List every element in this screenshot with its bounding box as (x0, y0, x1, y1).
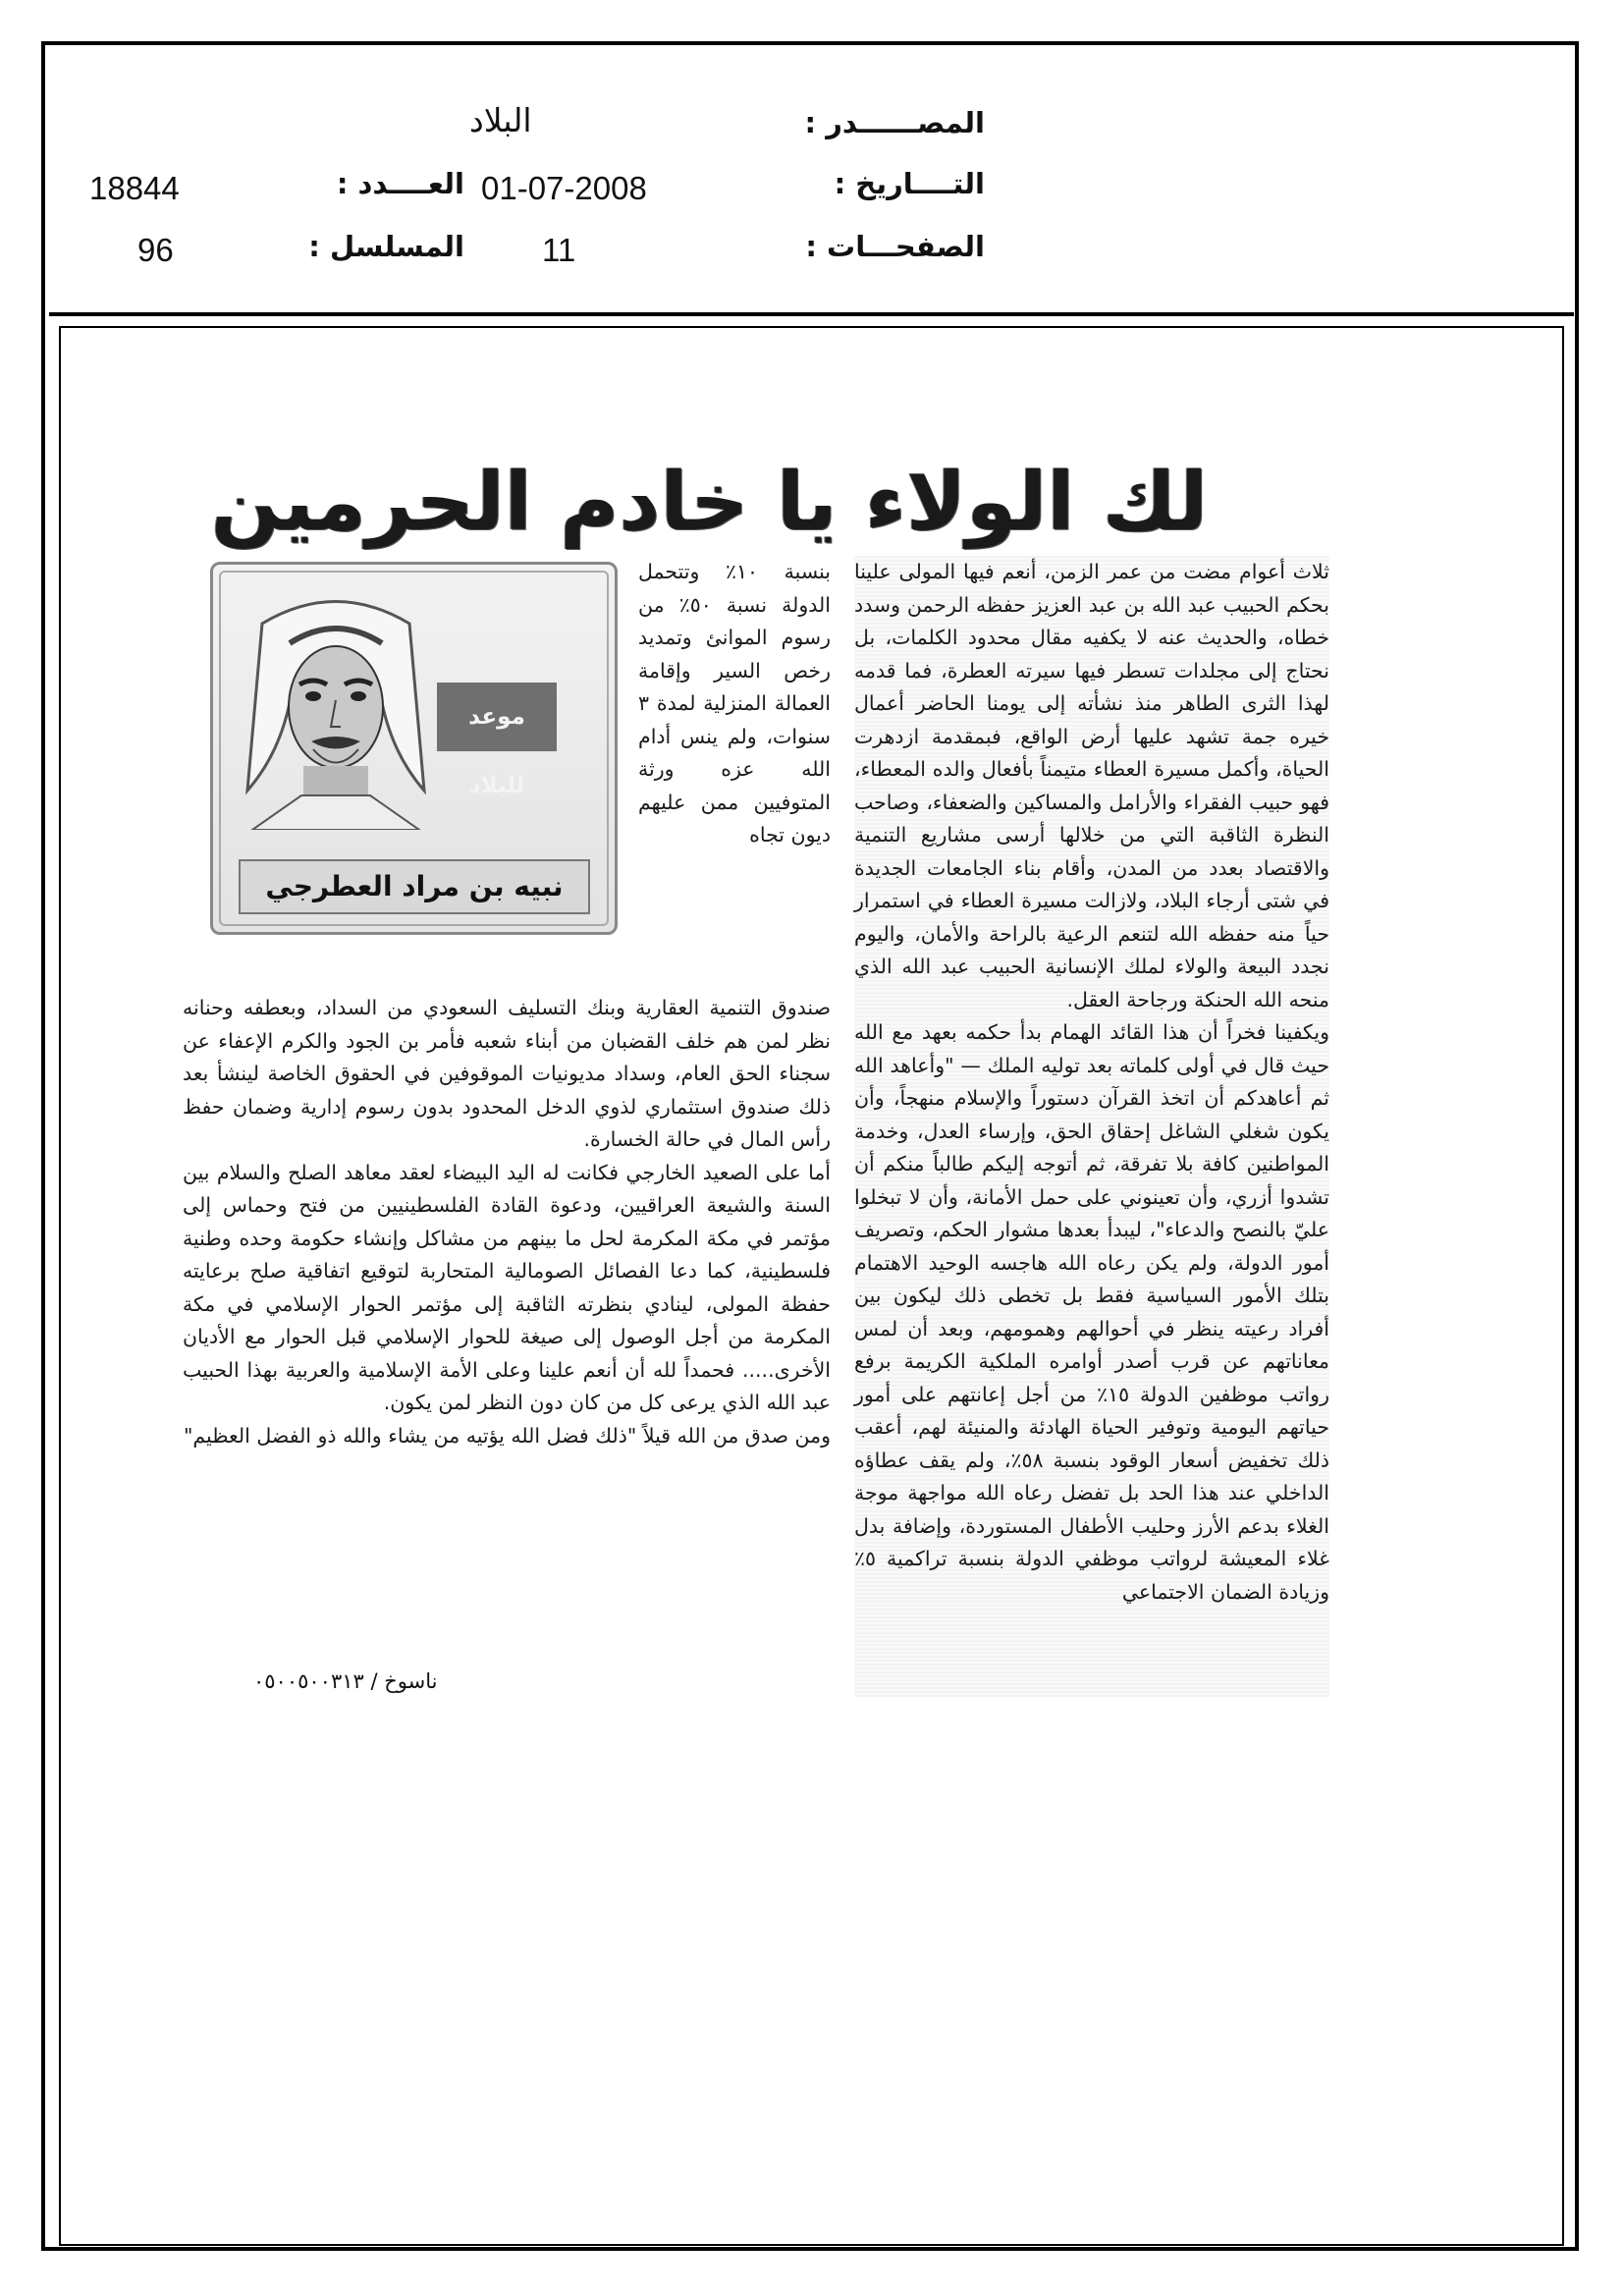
article-column-right (854, 556, 1329, 1697)
pages-label: الصفحـــات : (805, 230, 985, 263)
serial-value: 96 (137, 232, 174, 268)
article-column-left (183, 992, 831, 1452)
author-fax-signature: ناسوخ / ٠٥٠٠٥٠٠٣١٣ (253, 1669, 438, 1693)
article-paragraph: ثلاث أعوام مضت من عمر الزمن، أنعم فيها المولى علينا بحكم الحبيب عبد الله بن عبد العزيز حفظه الرحمن وسدد خطاه، والحديث عنه لا يكفيه مقال محدود الكلمات، بل نحتاج إلى مجلدات تسطر فيها سيرته العطرة، فما قدمه لهذا الثرى الطاهر منذ نشأته إلى يومنا الحاضر أعمال خيره جمة تشهد عليها أرض الواقع، فبمقدمة ازدهرت الحياة، وأكمل مسيرة العطاء متيمناً بأفعال والده المعطاء، فهو حبيب الفقراء والأرامل والمساكين والضعفاء، وصاحب النظرة الثاقبة التي من خلالها أرسى مشاريع التنمية والاقتصاد بعدد من المدن، وأقام بناء الجامعات الجديدة في شتى أرجاء البلاد، ولازالت مسيرة العطاء في استمرار حياً منه حفظه الله لتنعم الرعية بالراحة والأمان، واليوم نجدد البيعة والولاء لملك الإنسانية الحبيب عبد الله الذي منحه الله الحنكة ورجاحة العقل. (854, 560, 1329, 1011)
article-paragraph: ويكفينا فخراً أن هذا القائد الهمام بدأ حكمه بعهد مع الله حيث قال في أولى كلماته بعد توليه الملك — "وأعاهد الله ثم أعاهدكم أن اتخذ القرآن دستوراً والإسلام منهجاً، وأن يكون شغلي الشاغل إحقاق الحق، وإرساء العدل، وخدمة المواطنين كافة بلا تفرقة، ثم أتوجه إليكم طالباً منكم أن تشدوا أزري، وأن تعينوني على حمل الأمانة، وأن لا تبخلوا عليّ بالنصح والدعاء"، ليبدأ بعدها مشوار الحكم، وتصريف أمور الدولة، ولم يكن رعاه الله هاجسه الوحيد الاهتمام بتلك الأمور السياسية فقط بل تخطى ذلك ليكون بين أفراد رعيته ينظر في أحوالهم وهمومهم، وبعد أن لمس معاناتهم عن قرب أصدر أوامره الملكية الكريمة برفع رواتب موظفين الدولة ١٥٪ من أجل إعانتهم على أمور حياتهم اليومية وتوفير الحياة الهادئة والمنيئة لهم، أعقب ذلك تخفيض أسعار الوقود بنسبة ٥٨٪، ولم يقف عطاؤه الداخلي عند هذا الحد بل تفضل رعاه الله مواجهة موجة الغلاء بدعم الأرز وحليب الأطفال المستوردة، وإضافة بدل غلاء المعيشة لرواتب موظفي الدولة بنسبة تراكمية ٥٪ وزيادة الضمان الاجتماعي (854, 1020, 1329, 1604)
article-column-left-top (638, 556, 831, 852)
document-header (49, 49, 1574, 316)
article-paragraph: أما على الصعيد الخارجي فكانت له اليد البيضاء لعقد معاهد الصلح والسلام بين السنة والشيعة العراقيين، ودعوة القادة الفلسطينيين من فتح وحماس إلى مؤتمر في مكة المكرمة لحل ما بينهم من مشاكل وإنشاء حكومة وحده وطنية فلسطينية، كما دعا الفصائل الصومالية المتحاربة لتوقيع اتفاقية صلح برعايته حفظة المولى، لينادي بنظرته الثاقبة إلى مؤتمر الحوار الإسلامي في مكة المكرمة من أجل الوصول إلى صيغة للحوار الإسلامي قبل الحوار مع الأديان الأخرى..... فحمداً لله أن أنعم علينا وعلى الأمة الإسلامية والعربية بهذا الحبيب عبد الله الذي يرعى كل من كان دون النظر لمن يكون. (183, 1160, 831, 1414)
author-photo-box (210, 562, 618, 935)
serial-label: المسلسل : (308, 230, 464, 263)
article-headline: لك الولاء يا خادم الحرمين (210, 456, 1208, 549)
source-value: البلاد (469, 102, 532, 138)
article-paragraph: بنسبة ١٠٪ وتتحمل الدولة نسبة ٥٠٪ من رسوم الموانئ وتمديد رخص السير وإقامة العمالة المنزلية لمدة ٣ سنوات، ولم ينس أدام الله عزه ورثة المتوفيين ممن عليهم ديون تجاه (638, 560, 831, 847)
author-portrait-image (243, 584, 429, 830)
pages-value: 11 (542, 232, 576, 268)
author-name: نبيه بن مراد العطرجي (239, 859, 590, 914)
article-paragraph: صندوق التنمية العقارية وبنك التسليف السعودي من السداد، وبعطفه وحنانه نظر لمن هم خلف القضبان من أبناء شعبه فأمر بن الجود والكرم الإعفاء عن سجناء الحق العام، وسداد مديونيات الموقوفين في الحقوق الخاصة لينشأ بعد ذلك صندوق استثماري لذوي الدخل المحدود بدون رسوم إدارية وضمان حفظ رأس المال في حالة الخسارة. (183, 996, 831, 1151)
issue-label: العــــدد : (336, 167, 464, 200)
source-label: المصــــــدر : (804, 106, 985, 139)
date-label: التــــاريخ : (834, 167, 985, 200)
column-badge: موعد للبلاد (437, 683, 557, 751)
issue-value: 18844 (89, 170, 180, 206)
article-paragraph: ومن صدق من الله قيلاً "ذلك فضل الله يؤتيه من يشاء والله ذو الفضل العظيم" (183, 1423, 831, 1448)
date-value: 01-07-2008 (481, 170, 647, 206)
